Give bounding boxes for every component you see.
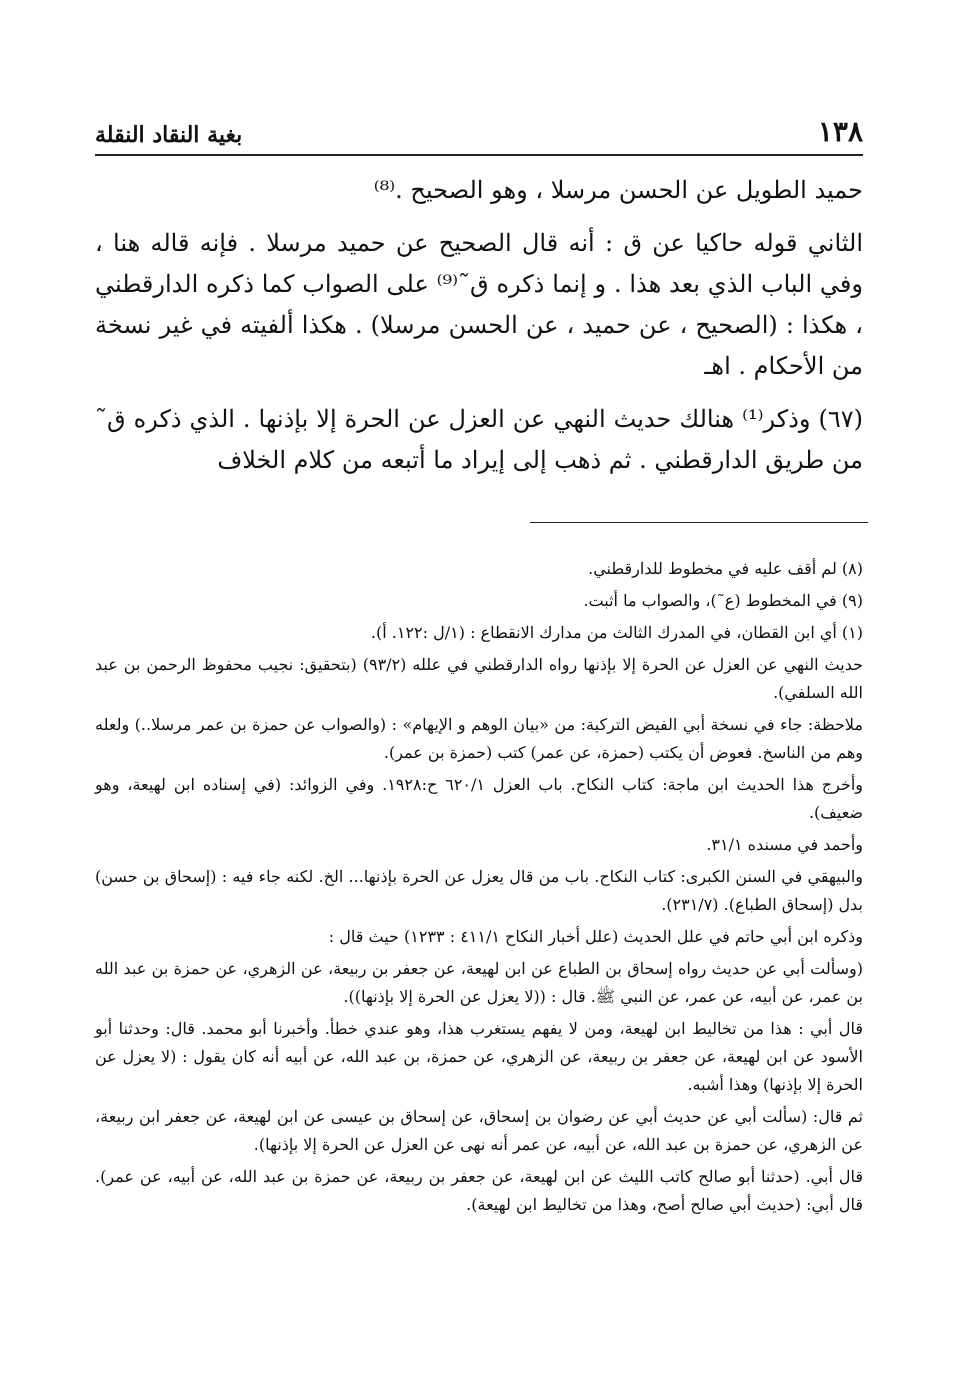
footnote-9: (٩) في المخطوط (ع˜)، والصواب ما أثبت. bbox=[583, 591, 863, 610]
footnote-line: وأحمد في مسنده ٣١/١. bbox=[706, 835, 863, 854]
footnote-line: والبيهقي في السنن الكبرى: كتاب النكاح. باب من قال يعزل عن الحرة بإذنها... الخ. لكنه جاء فيه : (إسحاق بن حسن) بدل (إسحاق الطباع). (٢٣١/٧). bbox=[95, 867, 864, 914]
paragraph-2: الثاني قوله حاكيا عن ق : أنه قال الصحيح عن حميد مرسلا . فإنه قاله هنا ، وفي الباب الذي بعد هذا . و إنما ذكره ق˜⁽⁹⁾ على الصواب كما ذكره الدارقطني ، هكذا : (الصحيح ، عن حميد ، عن الحسن مرسلا) . هكذا ألفيته في غير نسخة من الأحكام . اهـ bbox=[95, 229, 863, 380]
footnote-8: (٨) لم أقف عليه في مخطوط للدارقطني. bbox=[588, 559, 863, 578]
footnote-line: حديث النهي عن العزل عن الحرة إلا بإذنها رواه الدارقطني في علله (٩٣/٢) (بتحقيق: نجيب محفوظ الرحمن بن عبد الله السلفي). bbox=[95, 655, 864, 702]
footnote-line: قال أبي : هذا من تخاليط ابن لهيعة، ومن لا يفهم يستغرب هذا، وهو عندي خطأ. وأخبرنا أبو محمد. قال: وحدثنا أبو الأسود عن ابن لهيعة، عن جعفر بن ربيعة، عن الزهري، عن حمزة، بن عبد الله، عن أبيه أنه كان يقول : (لا يعزل عن الحرة إلا بإذنها) وهذا أشبه. bbox=[95, 1019, 863, 1094]
footnotes bbox=[95, 555, 863, 1223]
footnote-line: وذكره ابن أبي حاتم في علل الحديث (علل أخبار النكاح ٤١١/١ : ١٢٣٣) حيث قال : bbox=[328, 927, 863, 946]
footnote-1: (١) أي ابن القطان، في المدرك الثالث من مدارك الانقطاع : (١/ل :١٢٢. أ). bbox=[370, 623, 863, 642]
footnote-line: وأخرج هذا الحديث ابن ماجة: كتاب النكاح. باب العزل ٦٢٠/١ ح:١٩٢٨. وفي الزوائد: (في إسناده ابن لهيعة، وهو ضعيف). bbox=[95, 775, 863, 822]
paragraph-3: (٦٧) وذكر⁽¹⁾ هنالك حديث النهي عن العزل عن الحرة إلا بإذنها . الذي ذكره ق˜ من طريق الدارقطني . ثم ذهب إلى إيراد ما أتبعه من كلام الخلاف bbox=[95, 405, 863, 474]
running-title: بغية النقاد النقلة bbox=[95, 122, 243, 148]
footnote-divider bbox=[530, 522, 868, 523]
page-header bbox=[95, 96, 863, 156]
paragraph-1: حميد الطويل عن الحسن مرسلا ، وهو الصحيح .⁽⁸⁾ bbox=[373, 176, 863, 204]
page-number: ١٣٨ bbox=[817, 115, 863, 148]
footnote-line: (وسألت أبي عن حديث رواه إسحاق بن الطباع عن ابن لهيعة، عن جعفر بن ربيعة، عن الزهري، عن حمزة بن عبد الله بن عمر، عن أبيه، عن عمر، عن النبي ﷺ. قال : ((لا يعزل عن الحرة إلا بإذنها)). bbox=[95, 959, 864, 1006]
footnote-line: ملاحظة: جاء في نسخة أبي الفيض التركية: من «بيان الوهم و الإيهام» : (والصواب عن حمزة بن عمر مرسلا..) ولعله وهم من الناسخ. فعوض أن يكتب (حمزة، عن عمر) كتب (حمزة بن عمر). bbox=[95, 715, 864, 762]
main-text bbox=[95, 170, 863, 493]
footnote-line: قال أبي. (حدثنا أبو صالح كاتب الليث عن ابن لهيعة، عن جعفر بن ربيعة، عن حمزة بن عبد الله، عن أبيه، عن عمر). قال أبي: (حديث أبي صالح أصح، وهذا من تخاليط ابن لهيعة). bbox=[95, 1167, 863, 1214]
footnote-line: ثم قال: (سألت أبي عن حديث أبي عن رضوان بن إسحاق، عن إسحاق بن عيسى عن ابن لهيعة، عن جعفر ابن ربيعة، عن الزهري، عن حمزة بن عبد الله، عن أبيه، عن عمر أنه نهى عن العزل عن الحرة إلا بإذنها). bbox=[95, 1107, 863, 1154]
